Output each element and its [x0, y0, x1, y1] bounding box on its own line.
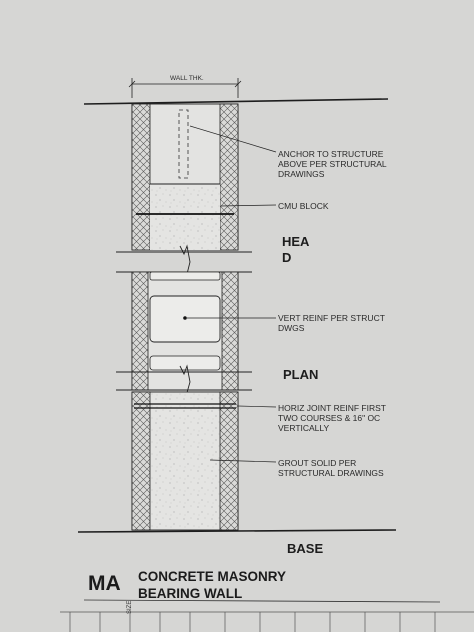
cmu-block-label: CMU BLOCK [278, 201, 329, 211]
detail-title-line-1: CONCRETE MASONRY [138, 569, 287, 584]
vert-reinf-line-2: DWGS [278, 323, 305, 333]
wall-thickness-label: WALL THK. [170, 75, 204, 82]
detail-title-line-2: BEARING WALL [138, 586, 243, 601]
grout-label [278, 458, 384, 478]
base-line [78, 530, 396, 532]
anchor-label-line-3: DRAWINGS [278, 169, 325, 179]
vert-reinf-line-1: VERT REINF PER STRUCT [278, 313, 385, 323]
detail-title [138, 568, 286, 602]
anchor-label-line-1: ANCHOR TO STRUCTURE [278, 149, 384, 159]
section-head-line-1: HEA [282, 234, 310, 249]
anchor-label [278, 149, 387, 179]
section-title-head [282, 234, 309, 266]
anchor-label-line-2: ABOVE PER STRUCTURAL [278, 159, 387, 169]
grout-line-1: GROUT SOLID PER [278, 458, 357, 468]
horiz-reinf-line-3: VERTICALLY [278, 423, 330, 433]
horiz-reinf-line-2: TWO COURSES & 16" OC [278, 413, 381, 423]
section-head-line-2: D [282, 250, 292, 265]
section-title-base: BASE [287, 541, 324, 556]
horiz-reinf-line-1: HORIZ JOINT REINF FIRST [278, 403, 386, 413]
horiz-reinf-label [278, 403, 386, 433]
grout-line-2: STRUCTURAL DRAWINGS [278, 468, 384, 478]
head-wall-segment [132, 104, 238, 250]
top-structure-line [84, 99, 388, 104]
section-title-plan: PLAN [283, 367, 319, 382]
base-wall-segment [132, 392, 238, 530]
size-label: SIZE [127, 600, 133, 614]
title-block-grid [60, 612, 474, 632]
vert-reinf-label [278, 313, 385, 333]
detail-code: MA [88, 572, 121, 595]
